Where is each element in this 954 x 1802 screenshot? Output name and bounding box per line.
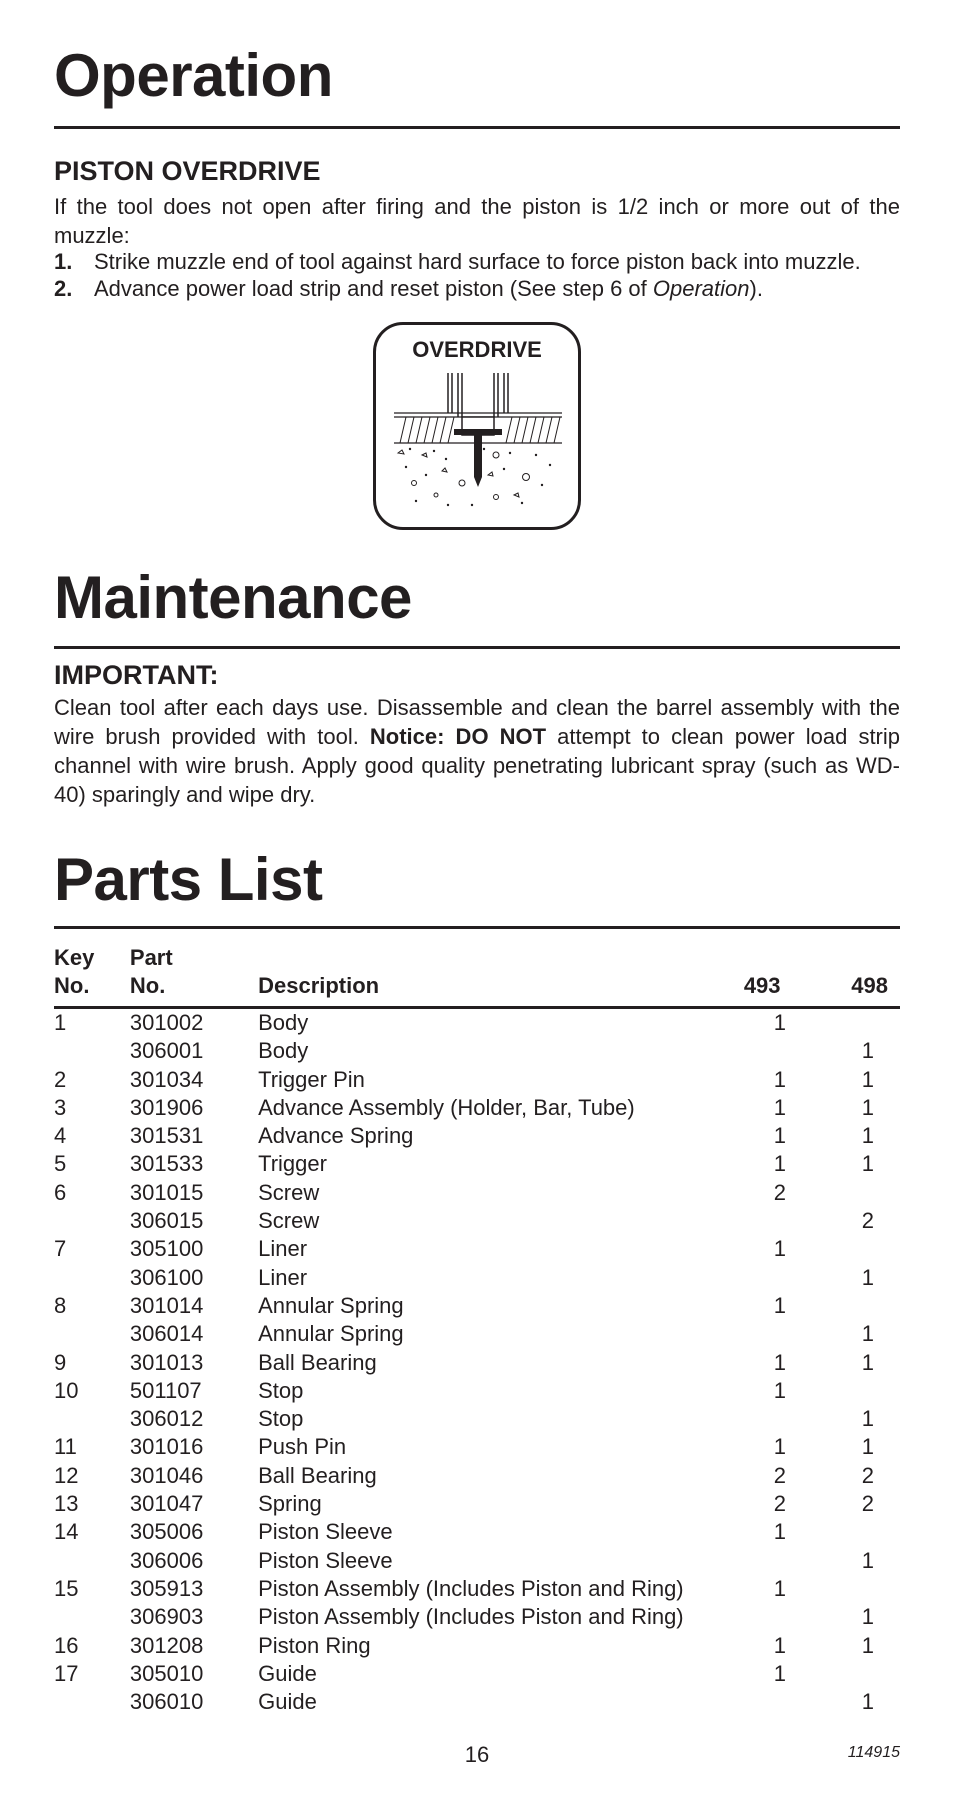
key-no-cell: 9: [54, 1349, 67, 1375]
header-498: 498: [851, 973, 888, 998]
key-no-cell: [54, 1405, 130, 1433]
header-text: No.: [129, 973, 166, 998]
qty-493-cell: [718, 1688, 806, 1716]
important-subheading: IMPORTANT:: [54, 660, 219, 690]
description-cell: Guide: [258, 1660, 317, 1686]
qty-493-cell: 1: [773, 1575, 786, 1601]
qty-493-cell: 2: [773, 1491, 786, 1517]
description-cell: Advance Assembly (Holder, Bar, Tube): [258, 1094, 635, 1120]
table-row: [54, 1433, 900, 1461]
qty-498-cell: 1: [861, 1547, 874, 1573]
header-part-no: [130, 944, 258, 1008]
part-no-cell: 306903: [129, 1604, 204, 1630]
part-no-cell: 301013: [129, 1349, 204, 1375]
step-text-part: Advance power load strip and reset piston (See step 6 of: [94, 276, 653, 301]
table-row: [54, 1066, 900, 1094]
description-cell: Piston Sleeve: [258, 1519, 393, 1545]
operation-heading: Operation: [54, 42, 333, 109]
table-row: [54, 1008, 900, 1038]
maintenance-text-part: Clean tool after each days use. Disassemble and clean the barrel assembly with the wire brush provided with tool.: [54, 695, 900, 749]
step-text-emphasis: Operation: [652, 276, 750, 301]
description-cell: Screw: [258, 1208, 320, 1234]
qty-498-cell: 1: [861, 1632, 874, 1658]
qty-498-cell: [806, 1008, 900, 1038]
key-no-cell: 6: [54, 1179, 67, 1205]
qty-493-cell: 1: [773, 1123, 786, 1149]
description-cell: Piston Assembly (Includes Piston and Ring): [258, 1604, 684, 1630]
part-no-cell: 305010: [129, 1660, 204, 1686]
description-cell: Liner: [258, 1264, 308, 1290]
key-no-cell: [54, 1688, 130, 1716]
qty-498-cell: [806, 1377, 900, 1405]
step-item: [54, 248, 900, 275]
qty-493-cell: 1: [773, 1066, 786, 1092]
qty-493-cell: 1: [773, 1349, 786, 1375]
description-cell: Body: [258, 1010, 309, 1035]
table-row: [54, 1320, 900, 1348]
part-no-cell: 301046: [129, 1462, 204, 1488]
step-text-part: ).: [749, 276, 763, 301]
part-no-cell: 301208: [129, 1632, 204, 1658]
header-text: Key: [54, 945, 95, 970]
qty-498-cell: 1: [861, 1264, 874, 1290]
key-no-cell: 1: [54, 1010, 67, 1035]
qty-498-cell: 1: [861, 1689, 874, 1715]
qty-493-cell: [718, 1320, 806, 1348]
qty-493-cell: 2: [773, 1462, 786, 1488]
description-cell: Guide: [258, 1689, 317, 1715]
key-no-cell: 7: [54, 1236, 67, 1262]
key-no-cell: 17: [54, 1660, 79, 1686]
qty-493-cell: 1: [773, 1292, 786, 1318]
qty-493-cell: 1: [773, 1519, 786, 1545]
qty-498-cell: [806, 1179, 900, 1207]
qty-498-cell: 1: [861, 1094, 874, 1120]
description-cell: Ball Bearing: [258, 1349, 377, 1375]
table-row: [54, 1490, 900, 1518]
key-no-cell: [54, 1603, 130, 1631]
table-row: [54, 1179, 900, 1207]
qty-493-cell: 1: [773, 1010, 786, 1035]
part-no-cell: 306006: [129, 1547, 204, 1573]
description-cell: Ball Bearing: [258, 1462, 377, 1488]
key-no-cell: [54, 1264, 130, 1292]
key-no-cell: 12: [54, 1462, 79, 1488]
table-row: [54, 1094, 900, 1122]
part-no-cell: 306100: [129, 1264, 204, 1290]
operation-rule: [54, 126, 900, 129]
key-no-cell: 2: [54, 1066, 67, 1092]
key-no-cell: 13: [54, 1491, 79, 1517]
part-no-cell: 305006: [129, 1519, 204, 1545]
step-text: [94, 275, 763, 302]
maintenance-text-part: attempt to clean power load strip channel with wire brush. Apply good quality penetrating lubricant spray (such as WD-40) sparingly and wipe dry.: [54, 724, 901, 807]
description-cell: Stop: [258, 1406, 304, 1432]
table-row: [54, 1150, 900, 1178]
qty-493-cell: 1: [773, 1094, 786, 1120]
table-row: [54, 1037, 900, 1065]
key-no-cell: [54, 1207, 130, 1235]
table-row: [54, 1292, 900, 1320]
part-no-cell: 306012: [129, 1406, 204, 1432]
overdrive-diagram-icon: [376, 325, 578, 527]
qty-498-cell: 2: [861, 1462, 874, 1488]
qty-498-cell: 1: [861, 1349, 874, 1375]
maintenance-text: [54, 693, 900, 809]
page-number: 16: [464, 1742, 490, 1767]
description-cell: Push Pin: [258, 1434, 347, 1460]
qty-493-cell: 2: [773, 1179, 786, 1205]
key-no-cell: 15: [54, 1575, 79, 1601]
qty-498-cell: 1: [861, 1406, 874, 1432]
overdrive-figure: [373, 322, 581, 530]
table-row: [54, 1264, 900, 1292]
parts-table-body: [54, 1008, 900, 1717]
step-number: 2.: [54, 276, 73, 301]
qty-493-cell: 1: [773, 1236, 786, 1262]
header-493: 493: [743, 973, 781, 998]
description-cell: Spring: [258, 1491, 322, 1517]
parts-table: [54, 944, 900, 1716]
part-no-cell: 301906: [129, 1094, 204, 1120]
part-no-cell: 301533: [129, 1151, 204, 1177]
parts-list-rule: [54, 926, 900, 929]
table-row: [54, 1660, 900, 1688]
table-row: [54, 1207, 900, 1235]
key-no-cell: [54, 1037, 130, 1065]
piston-overdrive-subheading: PISTON OVERDRIVE: [54, 156, 321, 186]
description-cell: Screw: [258, 1179, 320, 1205]
qty-493-cell: 1: [773, 1660, 786, 1686]
description-cell: Piston Assembly (Includes Piston and Ring): [258, 1575, 684, 1601]
step-number: 1.: [54, 249, 73, 274]
description-cell: Liner: [258, 1236, 308, 1262]
description-cell: Piston Ring: [258, 1632, 371, 1658]
table-row: [54, 1575, 900, 1603]
qty-493-cell: 1: [773, 1632, 786, 1658]
table-row: [54, 1349, 900, 1377]
table-row: [54, 1405, 900, 1433]
qty-498-cell: 1: [861, 1604, 874, 1630]
qty-493-cell: [718, 1547, 806, 1575]
part-no-cell: 301014: [129, 1292, 204, 1318]
part-no-cell: 301034: [129, 1066, 204, 1092]
qty-498-cell: [806, 1575, 900, 1603]
qty-493-cell: 1: [773, 1377, 786, 1403]
part-no-cell: 306010: [129, 1689, 204, 1715]
qty-493-cell: [718, 1603, 806, 1631]
part-no-cell: 305100: [129, 1236, 204, 1262]
qty-493-cell: [718, 1264, 806, 1292]
qty-498-cell: 1: [861, 1151, 874, 1177]
description-cell: Trigger Pin: [258, 1066, 365, 1092]
description-cell: Body: [258, 1038, 309, 1064]
qty-493-cell: 1: [773, 1151, 786, 1177]
part-no-cell: 301016: [129, 1434, 204, 1460]
table-row: [54, 1377, 900, 1405]
parts-list-heading: Parts List: [54, 846, 323, 913]
table-row: [54, 1122, 900, 1150]
description-cell: Piston Sleeve: [258, 1547, 393, 1573]
header-key-no: [54, 944, 130, 1008]
qty-493-cell: [718, 1405, 806, 1433]
qty-498-cell: 2: [861, 1491, 874, 1517]
qty-498-cell: 1: [861, 1434, 874, 1460]
description-cell: Advance Spring: [258, 1123, 414, 1149]
key-no-cell: 10: [54, 1377, 79, 1403]
key-no-cell: 14: [54, 1519, 79, 1545]
description-cell: Trigger: [258, 1151, 327, 1177]
key-no-cell: 3: [54, 1094, 67, 1120]
figure-label: OVERDRIVE: [412, 337, 542, 362]
qty-498-cell: [806, 1518, 900, 1546]
part-no-cell: 306014: [129, 1321, 204, 1347]
key-no-cell: [54, 1547, 130, 1575]
description-cell: Annular Spring: [258, 1292, 404, 1318]
header-text: Part: [129, 945, 173, 970]
maintenance-heading: Maintenance: [54, 564, 412, 631]
key-no-cell: 4: [54, 1123, 67, 1149]
table-row: [54, 1603, 900, 1631]
document-number: 114915: [847, 1744, 900, 1761]
qty-493-cell: [718, 1037, 806, 1065]
key-no-cell: 11: [54, 1434, 77, 1460]
qty-493-cell: [718, 1207, 806, 1235]
overdrive-intro-text: If the tool does not open after firing and the piston is 1/2 inch or more out of the muzzle:: [54, 194, 900, 248]
table-row: [54, 1632, 900, 1660]
maintenance-notice: Notice: DO NOT: [369, 724, 547, 749]
qty-498-cell: 1: [861, 1038, 874, 1064]
part-no-cell: 305913: [129, 1575, 204, 1601]
qty-498-cell: [806, 1235, 900, 1263]
key-no-cell: 8: [54, 1292, 67, 1318]
key-no-cell: 5: [54, 1151, 67, 1177]
part-no-cell: 301531: [129, 1123, 204, 1149]
overdrive-steps-list: [54, 248, 900, 302]
description-cell: Annular Spring: [258, 1321, 404, 1347]
step-text: Strike muzzle end of tool against hard surface to force piston back into muzzle.: [94, 249, 861, 274]
qty-498-cell: [806, 1660, 900, 1688]
part-no-cell: 301002: [129, 1010, 204, 1035]
maintenance-rule: [54, 646, 900, 649]
header-text: No.: [54, 973, 90, 998]
key-no-cell: [54, 1320, 130, 1348]
qty-498-cell: 2: [861, 1208, 874, 1234]
step-item: [54, 275, 900, 302]
part-no-cell: 301047: [129, 1491, 204, 1517]
parts-table-header-row: [54, 944, 900, 1008]
qty-498-cell: [806, 1292, 900, 1320]
qty-493-cell: 1: [773, 1434, 786, 1460]
table-row: [54, 1462, 900, 1490]
part-no-cell: 306015: [129, 1208, 204, 1234]
key-no-cell: 16: [54, 1632, 79, 1658]
part-no-cell: 306001: [129, 1038, 204, 1064]
description-cell: Stop: [258, 1377, 304, 1403]
qty-498-cell: 1: [861, 1123, 874, 1149]
qty-498-cell: 1: [861, 1066, 874, 1092]
table-row: [54, 1518, 900, 1546]
table-row: [54, 1235, 900, 1263]
part-no-cell: 501107: [129, 1377, 202, 1403]
table-row: [54, 1688, 900, 1716]
header-description: Description: [258, 973, 380, 998]
part-no-cell: 301015: [129, 1179, 204, 1205]
table-row: [54, 1547, 900, 1575]
qty-498-cell: 1: [861, 1321, 874, 1347]
